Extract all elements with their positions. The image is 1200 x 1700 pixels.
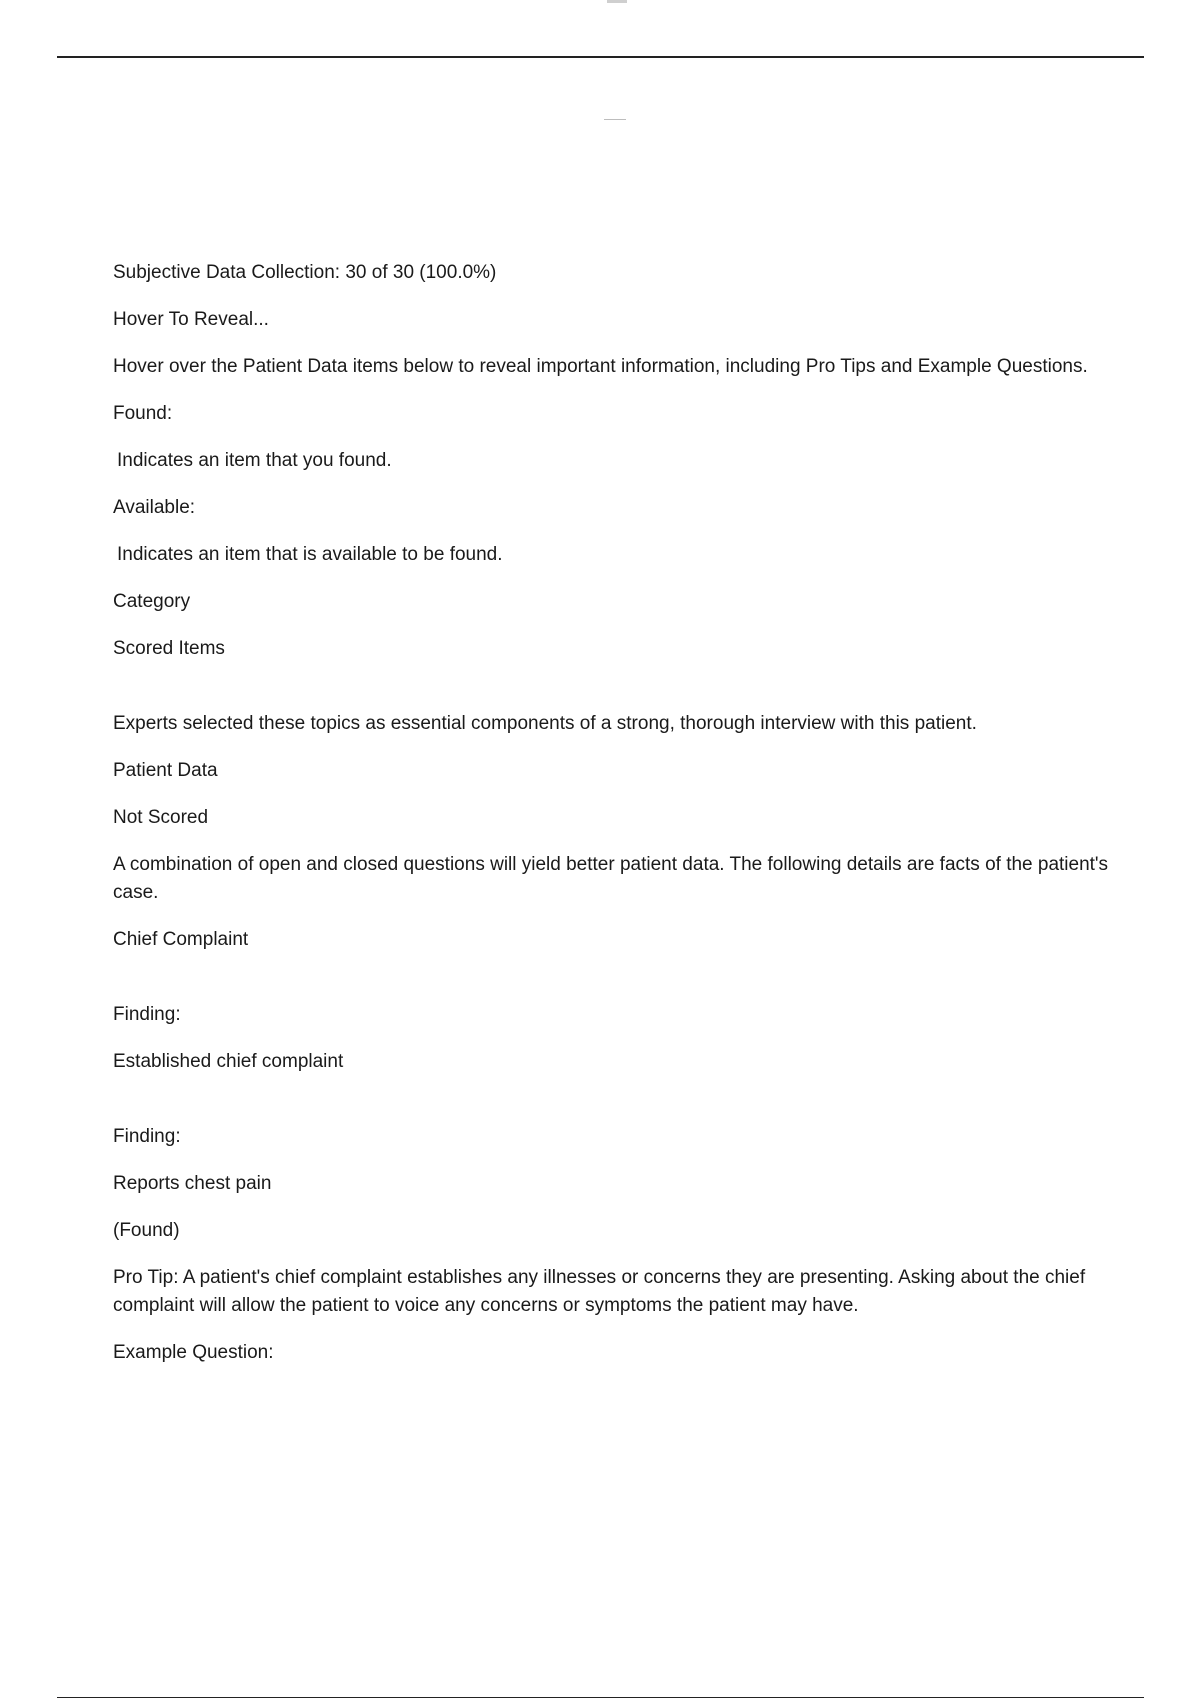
experts-note: Experts selected these topics as essential components of a strong, thorough interview with this patient. [113,713,977,734]
document-body [113,259,1123,1386]
page-top-mark [607,0,627,3]
finding-label: Finding: [113,1004,181,1025]
not-scored-label: Not Scored [113,807,209,828]
example-question-label: Example Question: [113,1342,274,1363]
available-description: Indicates an item that is available to be found. [117,544,503,565]
pro-tip: Pro Tip: A patient's chief complaint establishes any illnesses or concerns they are presenting. Asking about the chief complaint will allow the patient to voice any concerns or symptoms the patient may have. [113,1267,1086,1316]
found-description: Indicates an item that you found. [117,450,392,471]
finding-text: Established chief complaint [113,1051,344,1072]
footer-rule [57,1697,1144,1698]
found-status: (Found) [113,1220,180,1241]
header-dash [604,119,626,120]
scored-items-label: Scored Items [113,638,225,659]
patient-data-label: Patient Data [113,760,218,781]
finding-text: Reports chest pain [113,1173,272,1194]
chief-complaint-heading: Chief Complaint [113,929,249,950]
hover-instructions: Hover over the Patient Data items below to reveal important information, including Pro Tips and Example Questions. [113,356,1088,377]
questions-note: A combination of open and closed questions will yield better patient data. The following details are facts of the patient's case. [113,854,1109,903]
found-label: Found: [113,403,173,424]
finding-label: Finding: [113,1126,181,1147]
hover-heading: Hover To Reveal... [113,309,269,330]
header-rule [57,56,1144,58]
category-label: Category [113,591,191,612]
available-label: Available: [113,497,196,518]
score-summary: Subjective Data Collection: 30 of 30 (100.0%) [113,262,497,283]
